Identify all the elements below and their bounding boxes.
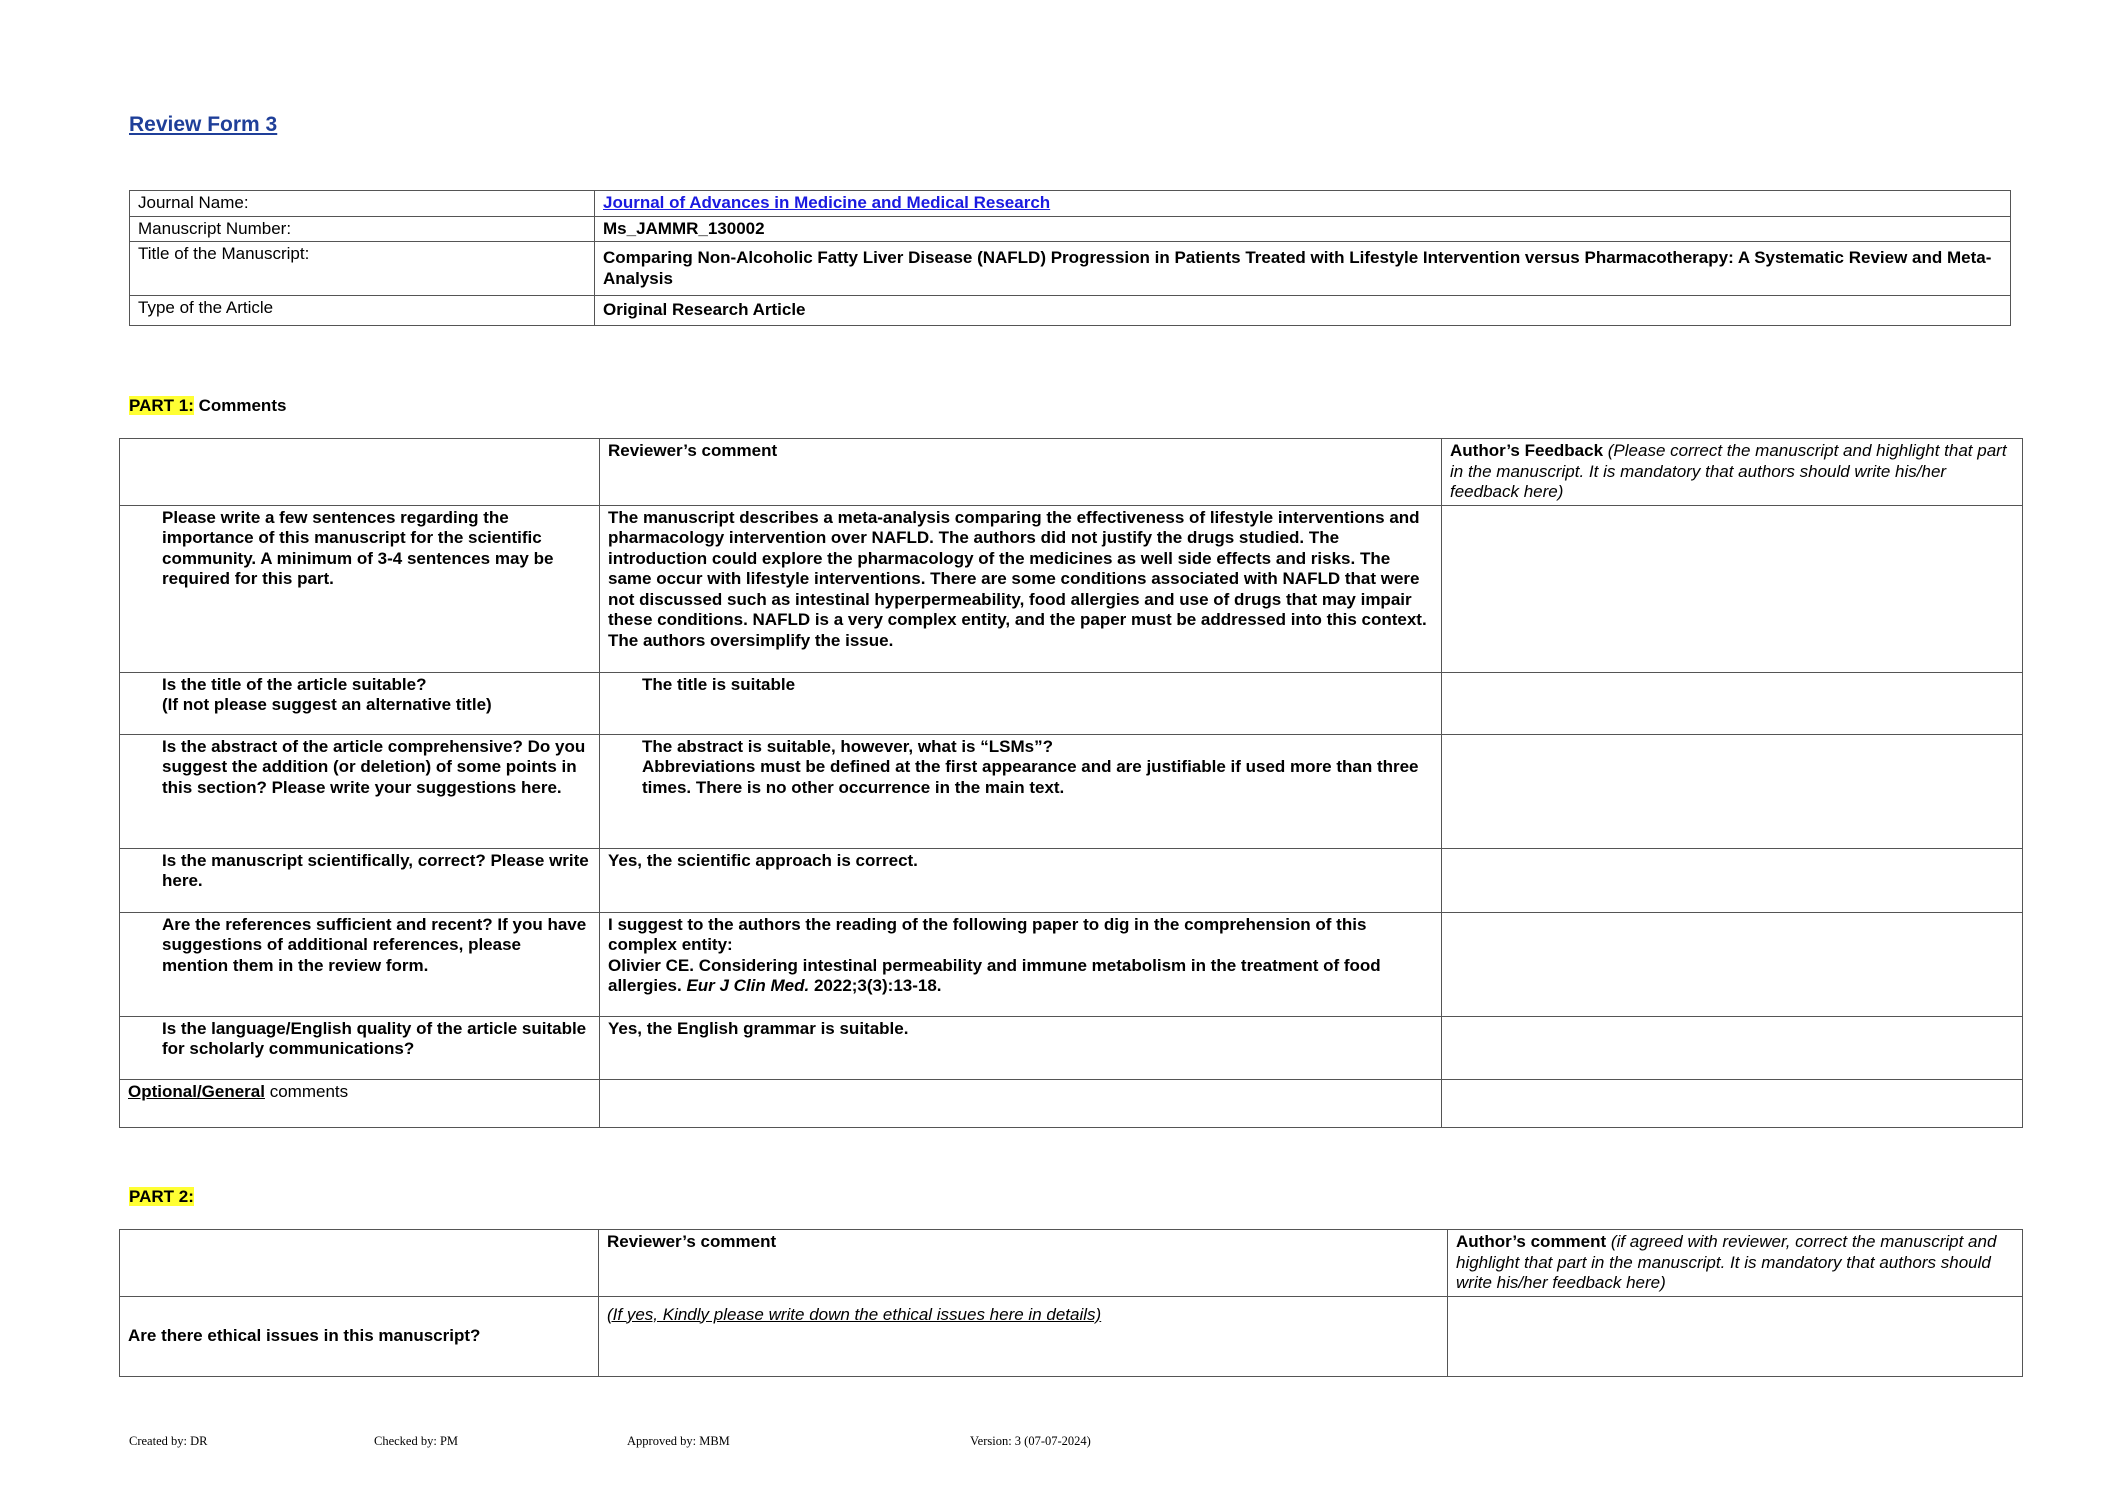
question-title-line1: Is the title of the article suitable? [162,674,427,694]
comment-abstract-line2: Abbreviations must be defined at the first appearance and are justifiable if used more than three times. There is no other occurrence in the main text. [642,757,1419,797]
footer-version: Version: 3 (07-07-2024) [970,1434,1091,1448]
comment-references-line1: I suggest to the authors the reading of the following paper to dig in the comprehension of this complex entity: [608,914,1367,954]
citation-text: Olivier CE. Considering intestinal permeability and immune metabolism in the treatment of food allergies. [608,955,1381,995]
journal-value [595,191,2011,217]
comment-references [600,912,1442,1016]
journal-label: Journal Name: [130,191,595,217]
part1-row-title [120,672,2023,734]
type-label: Type of the Article [130,296,595,326]
manuscript-info-table [129,190,2011,326]
part1-row-optional [120,1079,2023,1127]
part1-row-scientific [120,848,2023,912]
author-feedback-scientific[interactable] [1442,848,2023,912]
comment-title: The title is suitable [600,672,1442,734]
comment-optional[interactable] [600,1079,1442,1127]
part1-row-abstract [120,734,2023,848]
optional-general-label [120,1079,600,1127]
part1-row-language [120,1016,2023,1079]
author-comment-ethics[interactable] [1448,1296,2023,1376]
footer-checked: Checked by: PM [374,1434,459,1448]
question-ethics: Are there ethical issues in this manuscript? [120,1296,599,1376]
part2-heading [129,1187,194,1207]
comment-scientific: Yes, the scientific approach is correct. [600,848,1442,912]
title-value: Comparing Non-Alcoholic Fatty Liver Disease (NAFLD) Progression in Patients Treated with Lifestyle Intervention versus Pharmacotherapy: A Systematic Review and Meta-Analysis [595,242,2011,296]
question-abstract: Is the abstract of the article comprehensive? Do you suggest the addition (or deletion) of some points in this section? Please write your suggestions here. [120,734,600,848]
question-title-line2: (If not please suggest an alternative title) [162,695,492,714]
reviewer-ethics-hint[interactable]: (If yes, Kindly please write down the ethical issues here in details) [599,1296,1448,1376]
part1-row-importance [120,505,2023,672]
title-label: Title of the Manuscript: [130,242,595,296]
part1-heading [129,396,286,416]
optional-general-rest: comments [264,1081,349,1101]
info-row-manuscript [130,216,2011,242]
author-comment-note: (if agreed with reviewer, correct the manuscript and highlight that part in the manuscript. It is mandatory that authors should write his/her feedback here) [1456,1232,1997,1292]
comment-references-citation [608,956,1433,997]
author-feedback-title[interactable] [1442,672,2023,734]
footer-approved: Approved by: MBM [627,1434,730,1448]
info-row-type [130,296,2011,326]
part1-header-reviewer: Reviewer’s comment [600,439,1442,506]
manuscript-value: Ms_JAMMR_130002 [595,216,2011,242]
author-feedback-optional[interactable] [1442,1079,2023,1127]
part2-header-row [120,1230,2023,1297]
manuscript-label: Manuscript Number: [130,216,595,242]
author-feedback-note: (Please correct the manuscript and highlight that part in the manuscript. It is mandatory that authors should write his/her feedback here) [1450,441,2007,501]
author-comment-label: Author’s comment [1456,1232,1607,1251]
part2-label: PART 2: [129,1187,194,1206]
part1-heading-rest: Comments [193,396,287,415]
info-row-title [130,242,2011,296]
author-feedback-references[interactable] [1442,912,2023,1016]
part1-header-empty [120,439,600,506]
comment-language: Yes, the English grammar is suitable. [600,1016,1442,1079]
part2-header-empty [120,1230,599,1297]
citation-journal: Eur J Clin Med. [686,976,810,995]
journal-link[interactable]: Journal of Advances in Medicine and Medical Research [603,193,1051,212]
question-scientific: Is the manuscript scientifically, correct? Please write here. [120,848,600,912]
comment-abstract [600,734,1442,848]
comment-abstract-line1: The abstract is suitable, however, what is “LSMs”? [642,736,1053,756]
citation-volume: 2022;3(3):13-18. [809,976,942,995]
part2-header-reviewer: Reviewer’s comment [599,1230,1448,1297]
question-title [120,672,600,734]
author-feedback-label: Author’s Feedback [1450,441,1604,460]
question-language: Is the language/English quality of the article suitable for scholarly communications? [120,1016,600,1079]
question-importance: Please write a few sentences regarding the importance of this manuscript for the scientific community. A minimum of 3-4 sentences may be required for this part. [120,505,600,672]
part1-label: PART 1: [129,396,194,415]
part2-row-ethics [120,1296,2023,1376]
part1-comments-table [119,438,2023,1128]
comment-importance: The manuscript describes a meta-analysis comparing the effectiveness of lifestyle interventions and pharmacology intervention over NAFLD. The authors did not justify the drugs studied. The introduction could explore the pharmacology of the medicines as well side effects and risks. The same occur with lifestyle interventions. There are some conditions associated with NAFLD that were not discussed such as intestinal hyperpermeability, food allergies and use of drugs that may impair these conditions. NAFLD is a very complex entity, and the paper must be addressed into this context. The authors oversimplify the issue. [600,505,1442,672]
footer-created: Created by: DR [129,1434,208,1448]
type-value: Original Research Article [595,296,2011,326]
part1-header-author [1442,439,2023,506]
author-feedback-language[interactable] [1442,1016,2023,1079]
part1-row-references [120,912,2023,1016]
author-feedback-abstract[interactable] [1442,734,2023,848]
part2-ethics-table [119,1229,2023,1377]
optional-general-bold: Optional/General [128,1081,265,1101]
question-references: Are the references sufficient and recent? If you have suggestions of additional references, please mention them in the review form. [120,912,600,1016]
info-row-journal [130,191,2011,217]
part1-header-row [120,439,2023,506]
form-title: Review Form 3 [129,113,278,136]
author-feedback-importance[interactable] [1442,505,2023,672]
part2-header-author [1448,1230,2023,1297]
